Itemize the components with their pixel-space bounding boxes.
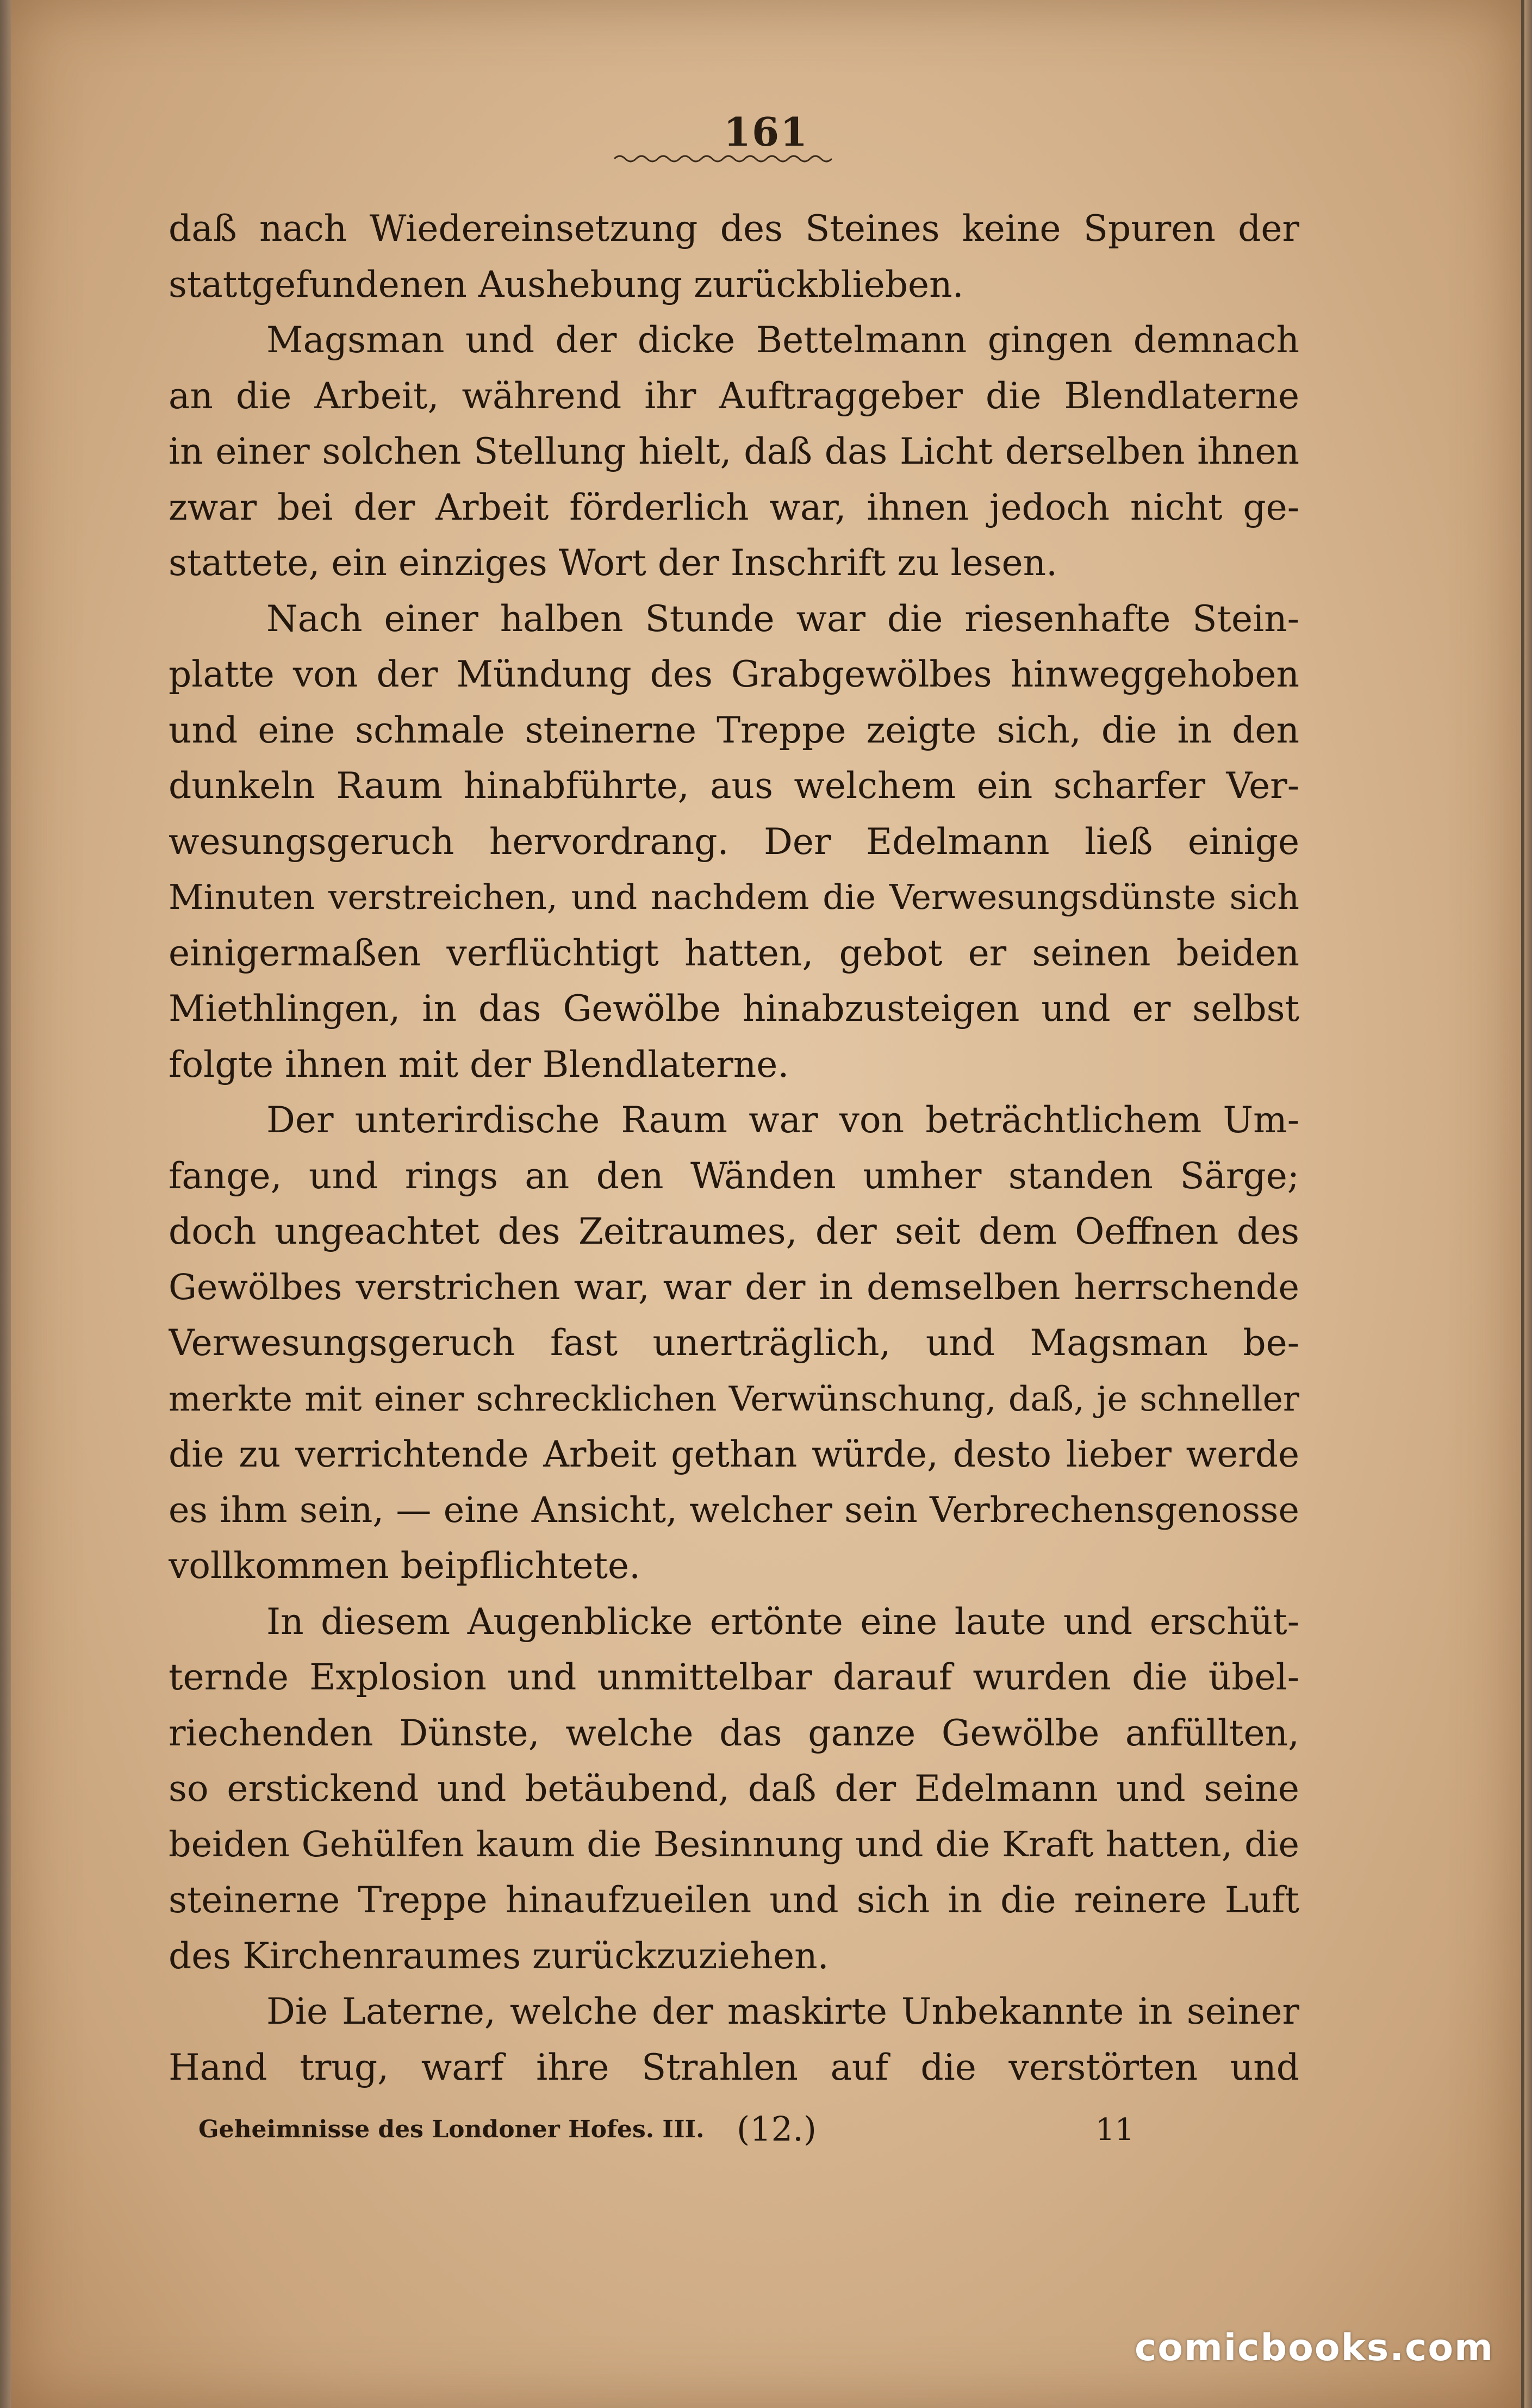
text-line: Minuten verstreichen, und nachdem die Verwesungsdünste sich [169, 877, 1299, 917]
page-footer [198, 2109, 1177, 2158]
text-line: stattete, ein einziges Wort der Inschrift zu lesen. [169, 542, 1058, 584]
text-line: Hand trug, warf ihre Strahlen auf die verstörten und [169, 2046, 1299, 2088]
text-line: beiden Gehülfen kaum die Besinnung und die Kraft hatten, die [169, 1824, 1299, 1865]
text-line: an die Arbeit, während ihr Auftraggeber die Blendlaterne [169, 375, 1299, 417]
text-line: Magsman und der dicke Bettelmann gingen demnach [266, 319, 1299, 361]
text-line: fange, und rings an den Wänden umher standen Särge; [169, 1155, 1299, 1197]
text-line: Miethlingen, in das Gewölbe hinabzusteigen und er selbst [169, 988, 1299, 1030]
text-line: Nach einer halben Stunde war die riesenhafte Stein- [266, 597, 1299, 640]
page-binding-edge [0, 0, 11, 2408]
text-line: platte von der Mündung des Grabgewölbes hinweggehoben [169, 653, 1299, 695]
text-line: Der unterirdische Raum war von beträchtlichem Um- [266, 1099, 1299, 1141]
body-text [169, 201, 1299, 2095]
footer-book-title: Geheimnisse des Londoner Hofes. III. [198, 2116, 705, 2143]
text-line: riechenden Dünste, welche das ganze Gewölbe anfüllten, [169, 1712, 1299, 1754]
text-line: Gewölbes verstrichen war, war der in demselben herrschende [169, 1267, 1299, 1308]
text-line: die zu verrichtende Arbeit gethan würde, desto lieber werde [169, 1433, 1299, 1475]
page-number: 161 [723, 109, 809, 155]
footer-signature: (12.) [737, 2109, 817, 2149]
text-line: so erstickend und betäubend, daß der Edelmann und seine [169, 1768, 1299, 1810]
text-line: in einer solchen Stellung hielt, daß das Licht derselben ihnen [169, 431, 1299, 472]
text-line: daß nach Wiedereinsetzung des Steines keine Spuren der [169, 208, 1299, 249]
text-line: merkte mit einer schrecklichen Verwünschung, daß, je schneller [169, 1378, 1299, 1419]
text-line: und eine schmale steinerne Treppe zeigte sich, die in den [169, 709, 1299, 751]
text-line: zwar bei der Arbeit förderlich war, ihnen jedoch nicht ge- [169, 486, 1299, 528]
text-line: ternde Explosion und unmittelbar darauf wurden die übel- [169, 1656, 1299, 1698]
text-line: doch ungeachtet des Zeitraumes, der seit dem Oeffnen des [169, 1211, 1299, 1252]
watermark-text: comicbooks.com [1134, 2326, 1494, 2369]
text-line: einigermaßen verflüchtigt hatten, gebot er seinen beiden [169, 932, 1299, 974]
text-line: steinerne Treppe hinaufzueilen und sich in die reinere Luft [169, 1879, 1299, 1921]
text-line: folgte ihnen mit der Blendlaterne. [169, 1043, 789, 1086]
header-ornament [614, 151, 832, 164]
footer-sheet-number: 11 [1095, 2112, 1135, 2148]
text-line: Verwesungsgeruch fast unerträglich, und Magsman be- [169, 1322, 1299, 1364]
page-outer-edge [1524, 0, 1532, 2408]
text-line: In diesem Augenblicke ertönte eine laute und erschüt- [266, 1600, 1299, 1643]
text-line: es ihm sein, — eine Ansicht, welcher sein Verbrechensgenosse [169, 1489, 1299, 1531]
text-line: wesungsgeruch hervordrang. Der Edelmann ließ einige [169, 820, 1299, 863]
text-line: vollkommen beipflichtete. [169, 1545, 641, 1587]
text-line: Die Laterne, welche der maskirte Unbekannte in seiner [266, 1991, 1299, 2032]
text-line: stattgefundenen Aushebung zurückblieben. [169, 263, 964, 305]
text-line: dunkeln Raum hinabführte, aus welchem ein scharfer Ver- [169, 765, 1299, 807]
text-line: des Kirchenraumes zurückzuziehen. [169, 1935, 829, 1977]
